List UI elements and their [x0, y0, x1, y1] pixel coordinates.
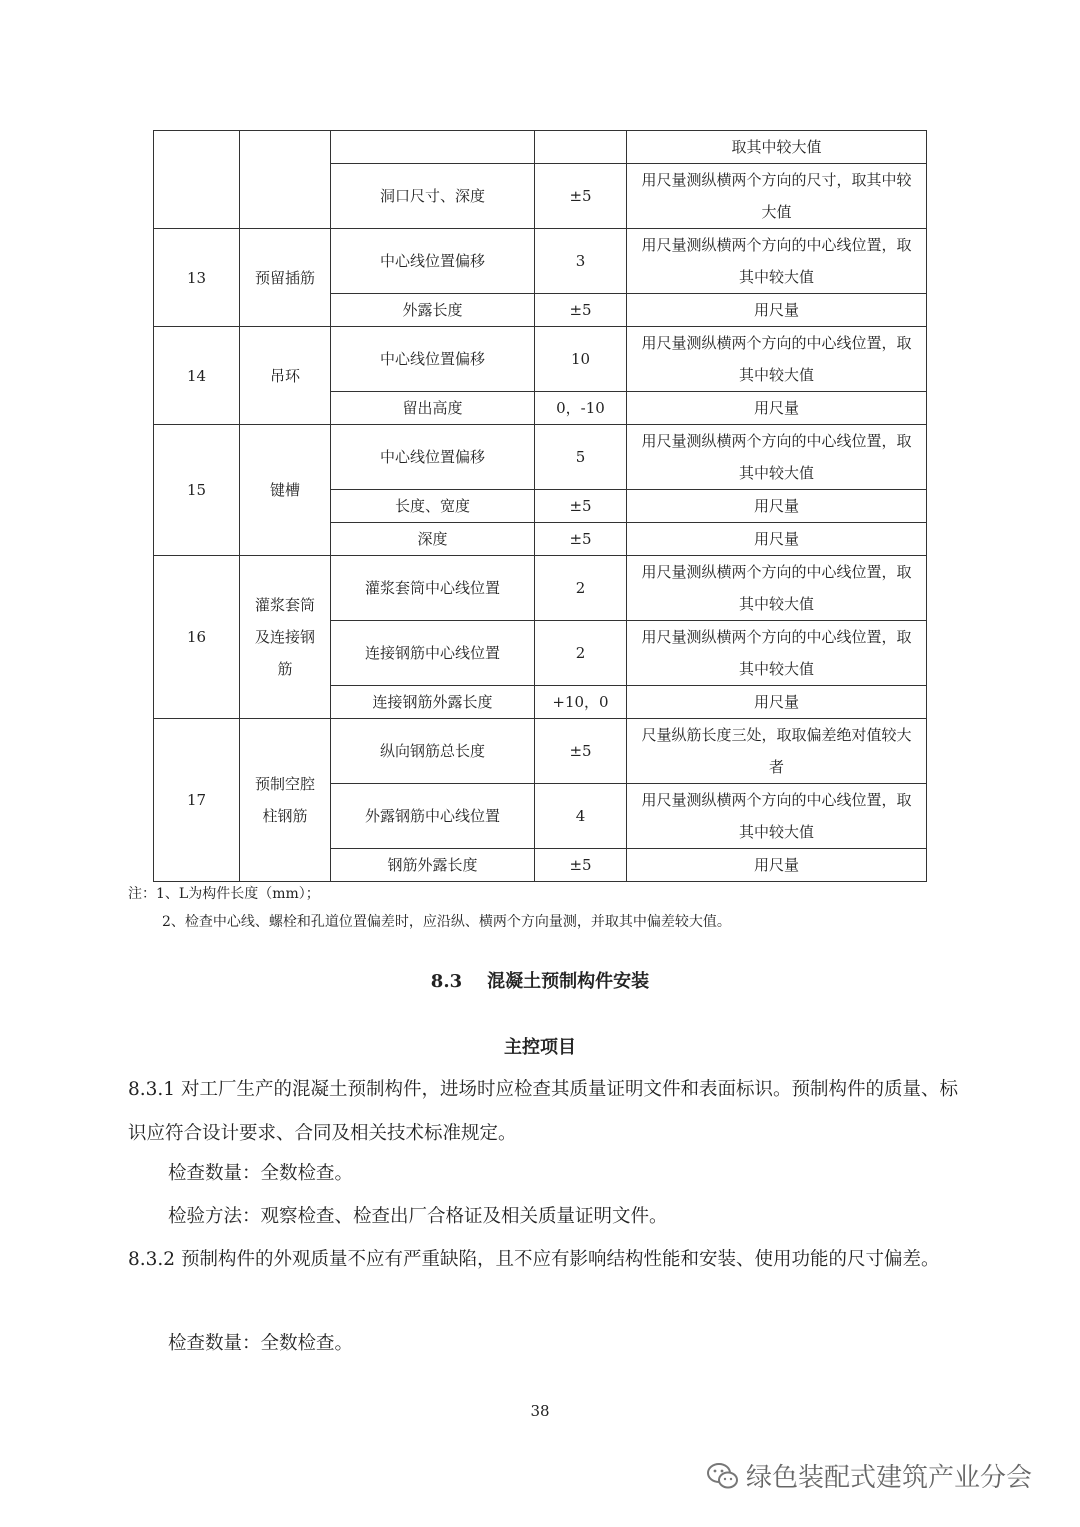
table-row: [154, 327, 927, 392]
method-cell: 用尺量测纵横两个方向的中心线位置，取其中较大值: [627, 784, 927, 849]
sub-item-cell: 洞口尺寸、深度: [331, 164, 535, 229]
method-cell: 用尺量: [627, 392, 927, 425]
method-cell: 用尺量: [627, 849, 927, 882]
tolerance-cell: 5: [535, 425, 627, 490]
tolerance-cell: 2: [535, 621, 627, 686]
item-name-cell: 预制空腔柱钢筋: [240, 719, 331, 882]
method-cell: 用尺量测纵横两个方向的中心线位置，取其中较大值: [627, 327, 927, 392]
table-row: [154, 229, 927, 294]
page-number: 38: [530, 1402, 550, 1420]
tolerance-cell: +10，0: [535, 686, 627, 719]
tolerance-cell: ±5: [535, 490, 627, 523]
method-cell: 尺量纵筋长度三处，取取偏差绝对值较大者: [627, 719, 927, 784]
tolerance-cell: 2: [535, 556, 627, 621]
sub-item-cell: 灌浆套筒中心线位置: [331, 556, 535, 621]
sub-item-cell: 中心线位置偏移: [331, 425, 535, 490]
table-note-2: 2、检查中心线、螺栓和孔道位置偏差时，应沿纵、横两个方向量测，并取其中偏差较大值。: [162, 914, 731, 930]
sub-item-cell: 钢筋外露长度: [331, 849, 535, 882]
sub-item-cell: 中心线位置偏移: [331, 327, 535, 392]
sub-item-cell: [331, 131, 535, 164]
sub-item-cell: 长度、宽度: [331, 490, 535, 523]
item-number-cell: [154, 131, 240, 229]
tolerance-cell: ±5: [535, 719, 627, 784]
item-name-cell: 灌浆套筒及连接钢筋: [240, 556, 331, 719]
item-number-cell: 15: [154, 425, 240, 556]
item-number-cell: 16: [154, 556, 240, 719]
item-name-cell: 预留插筋: [240, 229, 331, 327]
method-cell: 用尺量: [627, 686, 927, 719]
tolerance-cell: ±5: [535, 849, 627, 882]
tolerance-cell: [535, 131, 627, 164]
sub-item-cell: 留出高度: [331, 392, 535, 425]
item-name-cell: 吊环: [240, 327, 331, 425]
tolerance-cell: ±5: [535, 523, 627, 556]
method-cell: 用尺量: [627, 490, 927, 523]
clause-8-3-1-method: 检验方法：观察检查、检查出厂合格证及相关质量证明文件。: [168, 1206, 668, 1227]
section-heading: 8.3 混凝土预制构件安装: [430, 971, 650, 992]
table-row: [154, 425, 927, 490]
sub-item-cell: 中心线位置偏移: [331, 229, 535, 294]
method-cell: 用尺量测纵横两个方向的中心线位置，取其中较大值: [627, 229, 927, 294]
wechat-icon: [706, 1461, 740, 1491]
item-name-cell: [240, 131, 331, 229]
method-cell: 用尺量: [627, 294, 927, 327]
item-number-cell: 13: [154, 229, 240, 327]
sub-item-cell: 外露钢筋中心线位置: [331, 784, 535, 849]
table-row: [154, 719, 927, 784]
tolerance-cell: 10: [535, 327, 627, 392]
watermark-text: 绿色装配式建筑产业分会: [746, 1463, 1033, 1493]
item-number-cell: 14: [154, 327, 240, 425]
clause-8-3-2: 8.3.2 预制构件的外观质量不应有严重缺陷，且不应有影响结构性能和安装、使用功能的尺寸偏差。: [128, 1249, 940, 1270]
tolerance-cell: ±5: [535, 164, 627, 229]
item-name-cell: 键槽: [240, 425, 331, 556]
subsection-heading: 主控项目: [504, 1037, 576, 1058]
table-row: [154, 131, 927, 164]
method-cell: 用尺量测纵横两个方向的中心线位置，取其中较大值: [627, 425, 927, 490]
item-number-cell: 17: [154, 719, 240, 882]
sub-item-cell: 纵向钢筋总长度: [331, 719, 535, 784]
clause-8-3-1: 8.3.1 对工厂生产的混凝土预制构件，进场时应检查其质量证明文件和表面标识。预制构件的质量、标识应符合设计要求、合同及相关技术标准规定。: [128, 1079, 958, 1144]
tolerance-cell: 4: [535, 784, 627, 849]
clause-8-3-2-quantity: 检查数量：全数检查。: [168, 1333, 354, 1354]
method-cell: 用尺量测纵横两个方向的尺寸，取其中较大值: [627, 164, 927, 229]
sub-item-cell: 深度: [331, 523, 535, 556]
tolerance-cell: 0，-10: [535, 392, 627, 425]
table-row: [154, 556, 927, 621]
method-cell: 取其中较大值: [627, 131, 927, 164]
sub-item-cell: 连接钢筋外露长度: [331, 686, 535, 719]
tolerance-table: [153, 130, 927, 882]
sub-item-cell: 外露长度: [331, 294, 535, 327]
tolerance-cell: ±5: [535, 294, 627, 327]
sub-item-cell: 连接钢筋中心线位置: [331, 621, 535, 686]
method-cell: 用尺量: [627, 523, 927, 556]
table-note-1: 注：1、L为构件长度（mm）；: [128, 886, 320, 902]
method-cell: 用尺量测纵横两个方向的中心线位置，取其中较大值: [627, 556, 927, 621]
method-cell: 用尺量测纵横两个方向的中心线位置，取其中较大值: [627, 621, 927, 686]
clause-8-3-1-quantity: 检查数量：全数检查。: [168, 1163, 354, 1184]
tolerance-cell: 3: [535, 229, 627, 294]
watermark: [706, 1457, 1032, 1494]
